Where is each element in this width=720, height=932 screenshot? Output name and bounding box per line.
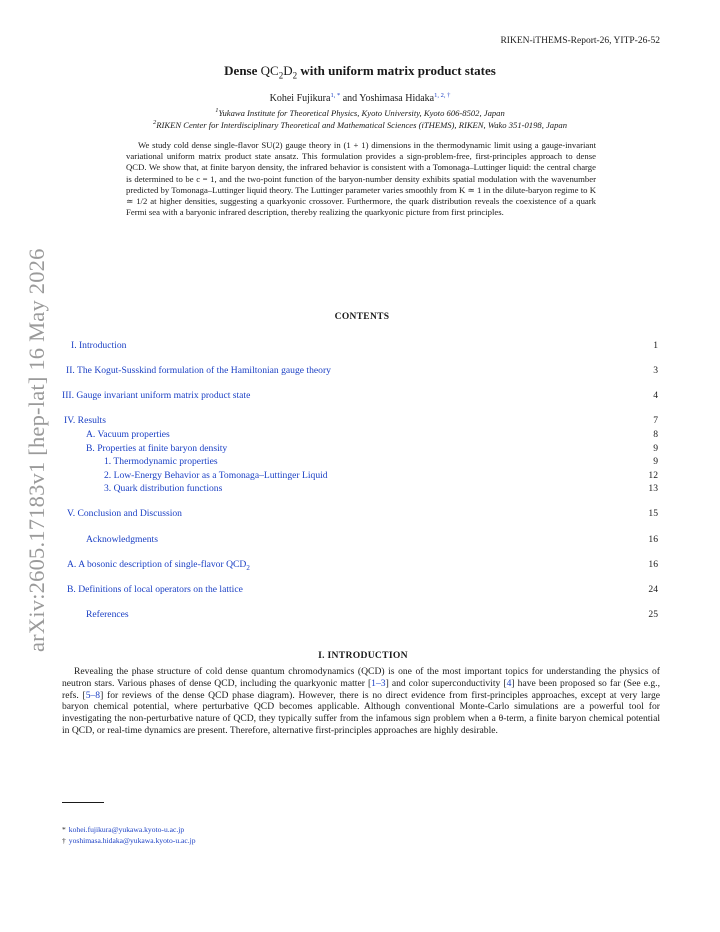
affiliation-number: 1 [215, 107, 219, 114]
title-suffix: with uniform matrix product states [297, 63, 496, 78]
affiliation-1 [0, 108, 720, 118]
toc-entry-label[interactable]: 1. Thermodynamic properties [104, 456, 218, 467]
intro-text: Revealing the phase structure of cold dense quantum chromodynamics (QCD) is one of the most important topics for understanding the physics of neutron stars. Various phases of dense QCD, including the quarkyonic matter [ [62, 666, 660, 689]
toc-entry-label[interactable]: 3. Quark distribution functions [104, 483, 223, 494]
email-link[interactable]: yoshimasa.hidaka@yukawa.kyoto-u.ac.jp [68, 836, 196, 845]
paper-title [0, 63, 720, 81]
citation-link[interactable]: 1–3 [371, 677, 386, 689]
toc-entry-page: 12 [648, 470, 658, 481]
affiliation-number: 2 [152, 119, 157, 126]
toc-entry-page: 9 [653, 456, 658, 467]
toc-entry-label[interactable]: V. Conclusion and Discussion [67, 508, 182, 519]
title-sub-a: 2 [278, 70, 284, 81]
toc-entry-page: 1 [653, 340, 658, 351]
affiliation-text: RIKEN Center for Interdisciplinary Theoretical and Mathematical Sciences (iTHEMS), RIKEN, Wako 351-0198, Japan [156, 120, 567, 130]
contents-heading: CONTENTS [334, 312, 390, 322]
toc-entry-label[interactable]: B. Properties at finite baryon density [86, 443, 228, 454]
toc-entry-label[interactable]: III. Gauge invariant uniform matrix product state [62, 390, 251, 401]
author-name: Yoshimasa Hidaka [359, 93, 435, 104]
author-footnote-link[interactable]: 1, 2, † [434, 92, 451, 99]
toc-entry-page: 3 [653, 365, 658, 376]
toc-entry-label[interactable]: II. The Kogut-Susskind formulation of the Hamiltonian gauge theory [66, 365, 331, 376]
toc-entry[interactable] [0, 508, 720, 521]
toc-entry[interactable] [0, 365, 720, 378]
intro-text: ] and color superconductivity [ [385, 677, 507, 689]
toc-entry[interactable] [0, 470, 720, 483]
citation-link[interactable]: 5–8 [85, 689, 101, 701]
footnote-divider [62, 802, 104, 803]
affiliation-text: Yukawa Institute for Theoretical Physics, Kyoto University, Kyoto 606-8502, Japan [218, 108, 505, 118]
toc-entry-label[interactable]: I. Introduction [71, 340, 127, 351]
intro-text: ] have been proposed so far (See e.g., refs. [ [62, 677, 660, 701]
footnote-1 [62, 825, 184, 834]
title-sub-b: 2 [292, 70, 298, 81]
toc-entry-page: 25 [648, 609, 658, 620]
toc-entry-page: 7 [653, 415, 658, 426]
introduction-paragraph [62, 666, 660, 737]
toc-entry-label[interactable]: B. Definitions of local operators on the lattice [67, 584, 243, 595]
title-prefix: Dense [224, 63, 261, 78]
toc-entry-page: 16 [648, 534, 658, 545]
toc-entry-page: 4 [653, 390, 658, 401]
title-qc: QC [260, 63, 279, 78]
section-heading-introduction: I. INTRODUCTION [318, 650, 408, 661]
author-name: Kohei Fujikura [269, 93, 331, 104]
abstract: We study cold dense single-flavor SU(2) gauge theory in (1 + 1) dimensions in the thermodynamic limit using a gauge-invariant variational uniform matrix product state ansatz. This formulation provides a sign-problem-free, first-principles approach to dense QCD. We show that, at finite baryon density, the infrared behavior is consistent with a Tomonaga–Luttinger liquid: the central charge is determined to be c = 1, and the two-point function of the baryon-number density exhibits spatial modulation with the wavenumber predicted by Tomonaga–Luttinger liquid theory. The Luttinger parameter varies smoothly from K ≃ 1 in the dilute-baryon regime to K ≃ 1/2 at higher densities, suggesting a quarkyonic crossover. Furthermore, the quark distribution reveals the coexistence of a quark Fermi sea with a baryonic infrared description, thereby realizing the quarkyonic picture from first principles. [126, 140, 596, 218]
toc-entry-label[interactable] [67, 559, 250, 572]
title-d: D [283, 63, 293, 78]
affiliation-2 [0, 120, 720, 130]
toc-entry[interactable] [0, 559, 720, 572]
toc-entry-label[interactable]: References [86, 609, 129, 620]
toc-entry[interactable] [0, 483, 720, 496]
footnote-2 [62, 836, 196, 845]
toc-entry[interactable] [0, 340, 720, 353]
toc-entry-label[interactable]: Acknowledgments [86, 534, 158, 545]
author-footnote-link[interactable]: 1, * [330, 92, 341, 99]
intro-text: ] for reviews of the dense QCD phase diagram). However, there is no direct evidence from first-principles approaches, except at very large baryon chemical potential, where perturbative QCD becomes applicable. Although conventional Monte-Carlo simulations are a powerful tool for investigating the non-perturbative nature of QCD, they typically suffer from the infamous sign problem when a θ-term, a finite baryon chemical potential in QCD, or real-time dynamics are present. Therefore, alternative first-principles approaches are highly desirable. [62, 689, 661, 736]
toc-entry[interactable] [0, 443, 720, 456]
toc-entry-label-text[interactable]: A. A bosonic description of single-flavor QCD [67, 559, 247, 570]
toc-entry-label[interactable]: IV. Results [64, 415, 106, 426]
toc-entry-page: 16 [648, 559, 658, 570]
toc-entry[interactable] [0, 584, 720, 597]
author-line [0, 93, 720, 104]
footnote-mark: * [62, 825, 66, 834]
author-conjunction: and [340, 93, 360, 104]
toc-entry[interactable] [0, 429, 720, 442]
arxiv-stamp: arXiv:2605.17183v1 [hep-lat] 16 May 2026 [24, 248, 49, 652]
toc-entry[interactable] [0, 415, 720, 428]
toc-entry-label[interactable]: A. Vacuum properties [86, 429, 170, 440]
toc-entry-page: 13 [648, 483, 658, 494]
toc-entry-page: 24 [648, 584, 658, 595]
email-link[interactable]: kohei.fujikura@yukawa.kyoto-u.ac.jp [68, 825, 185, 834]
toc-entry-label[interactable]: 2. Low-Energy Behavior as a Tomonaga–Luttinger Liquid [104, 470, 328, 481]
toc-entry-page: 9 [653, 443, 658, 454]
toc-entry[interactable] [0, 390, 720, 403]
toc-entry-page: 8 [653, 429, 658, 440]
toc-entry-label-subscript: 2 [246, 563, 250, 572]
toc-entry[interactable] [0, 534, 720, 547]
toc-entry[interactable] [0, 456, 720, 469]
citation-link[interactable]: 4 [506, 677, 512, 689]
report-id: RIKEN-iTHEMS-Report-26, YITP-26-52 [500, 36, 660, 46]
footnote-mark: † [62, 836, 66, 845]
title-qcd [260, 63, 298, 81]
toc-entry-page: 15 [648, 508, 658, 519]
toc-entry[interactable] [0, 609, 720, 622]
